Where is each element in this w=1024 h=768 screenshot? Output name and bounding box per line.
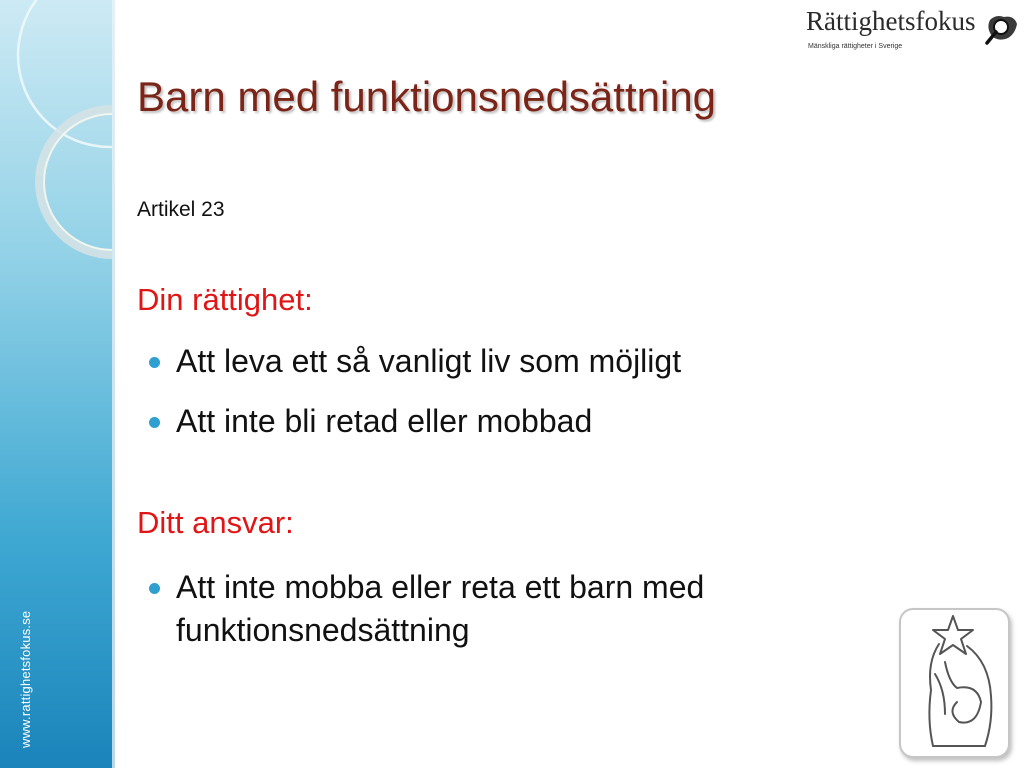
rights-list (147, 342, 681, 462)
bullet-dot-icon (149, 417, 160, 428)
bullet-dot-icon (149, 357, 160, 368)
duty-heading: Ditt ansvar: (137, 505, 294, 540)
duty-list (147, 566, 897, 674)
magnifier-map-icon (984, 12, 1020, 46)
sidebar-band (0, 0, 113, 768)
rights-heading: Din rättighet: (137, 282, 313, 317)
sidebar-edge (112, 0, 115, 768)
star-figure-icon (901, 610, 1008, 756)
list-item (147, 566, 897, 652)
logo (806, 6, 1022, 56)
list-item (147, 342, 681, 380)
star-figure-emblem (899, 608, 1010, 758)
list-item-text: Att leva ett så vanligt liv som möjligt (176, 343, 682, 379)
list-item-text: Att inte bli retad eller mobbad (176, 403, 593, 439)
website-url: www.rattighetsfokus.se (18, 610, 33, 748)
decorative-circles (0, 0, 113, 768)
slide-title: Barn med funktionsnedsättning (137, 73, 717, 120)
logo-name: Rättighetsfokus (806, 6, 976, 36)
bullet-dot-icon (149, 583, 160, 594)
list-item-text: Att inte mobba eller reta ett barn med funktionsnedsättning (176, 569, 705, 648)
logo-tagline: Mänskliga rättigheter i Sverige (808, 43, 903, 50)
article-label: Artikel 23 (137, 198, 225, 221)
list-item (147, 402, 681, 440)
